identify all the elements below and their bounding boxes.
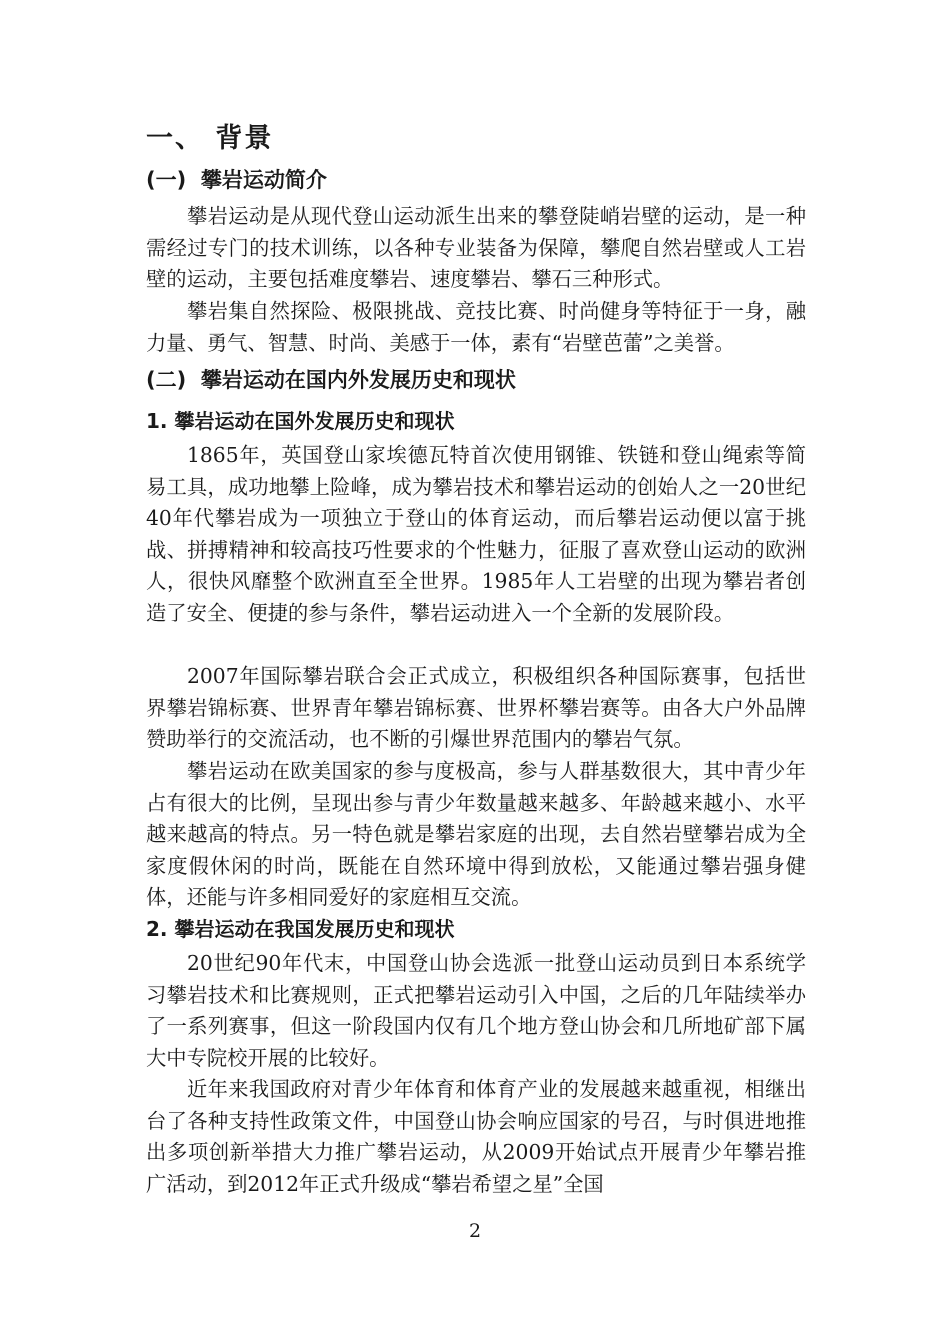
abroad-paragraph-2: 2007年国际攀岩联合会正式成立，积极组织各种国际赛事，包括世界攀岩锦标赛、世界青年攀岩锦标赛、世界杯攀岩赛等。由各大户外品牌赞助举行的交流活动，也不断的引爆世界范围内的攀岩气氛。 bbox=[146, 664, 806, 751]
intro-paragraph-1: 攀岩运动是从现代登山运动派生出来的攀登陡峭岩壁的运动，是一种需经过专门的技术训练，以各种专业装备为保障，攀爬自然岩壁或人工岩壁的运动，主要包括难度攀岩、速度攀岩、攀石三种形式。 bbox=[146, 204, 806, 291]
intro-paragraph-2: 攀岩集自然探险、极限挑战、竞技比赛、时尚健身等特征于一身，融力量、勇气、智慧、时尚、美感于一体，素有“岩壁芭蕾”之美誉。 bbox=[146, 299, 806, 355]
section-heading: 一、 背景 bbox=[146, 123, 274, 154]
history-heading: (二) 攀岩运动在国内外发展历史和现状 bbox=[146, 368, 516, 392]
abroad-heading: 1. 攀岩运动在国外发展历史和现状 bbox=[146, 409, 455, 433]
china-paragraph-1: 20世纪90年代末，中国登山协会选派一批登山运动员到日本系统学习攀岩技术和比赛规则，正式把攀岩运动引入中国，之后的几年陆续举办了一系列赛事，但这一阶段国内仅有几个地方登山协会和几所地矿部下属大中专院校开展的比较好。 bbox=[146, 951, 806, 1070]
page-number: 2 bbox=[468, 1220, 482, 1242]
china-heading: 2. 攀岩运动在我国发展历史和现状 bbox=[146, 917, 455, 941]
china-paragraph-2: 近年来我国政府对青少年体育和体育产业的发展越来越重视，相继出台了各种支持性政策文件，中国登山协会响应国家的号召，与时俱进地推出多项创新举措大力推广攀岩运动，从2009开始试点开展青少年攀岩推广活动，到2012年正式升级成“攀岩希望之星”全国 bbox=[146, 1077, 806, 1196]
abroad-paragraph-1: 1865年，英国登山家埃德瓦特首次使用钢锥、铁链和登山绳索等简易工具，成功地攀上险峰，成为攀岩技术和攀岩运动的创始人之一20世纪40年代攀岩成为一项独立于登山的体育运动，而后攀岩运动便以富于挑战、拼搏精神和较高技巧性要求的个性魅力，征服了喜欢登山运动的欧洲人，很快风靡整个欧洲直至全世界。1985年人工岩壁的出现为攀岩者创造了安全、便捷的参与条件，攀岩运动进入一个全新的发展阶段。 bbox=[146, 443, 806, 625]
intro-heading: (一) 攀岩运动简介 bbox=[146, 168, 327, 192]
abroad-paragraph-3: 攀岩运动在欧美国家的参与度极高，参与人群基数很大，其中青少年占有很大的比例，呈现出参与青少年数量越来越多、年龄越来越小、水平越来越高的特点。另一特色就是攀岩家庭的出现，去自然岩壁攀岩成为全家度假休闲的时尚，既能在自然环境中得到放松，又能通过攀岩强身健体，还能与许多相同爱好的家庭相互交流。 bbox=[146, 759, 806, 909]
